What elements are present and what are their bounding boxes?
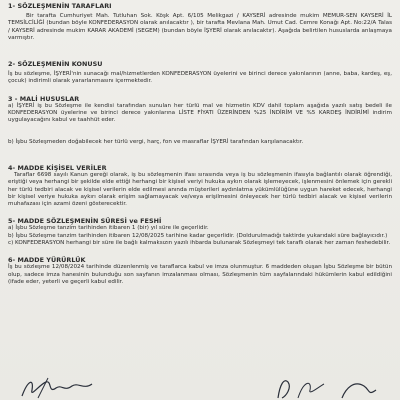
section-financial bbox=[8, 95, 392, 146]
section-paragraph: Bir tarafta Cumhuriyet Mah. Tutluhan Sok. Köşk Apt. 6/105 Melikgazi / KAYSERİ adresinde mukim MEMUR-SEN KAYSERİ İL TEMSİLCİLİĞİ (bundan böyle KONFEDERASYON olarak anılacaktır ), bir tarafta Mevlana Mah. Umut Cad. Cemre Konağı Apt. No:22/A Talas / KAYSERİ adresinde mukim KARAR AKADEMİ (SEGEM) (bundan böyle İŞYERİ olarak anılacaktır). Aşağıda belirtilen hususlarda anlaşmaya varmıştır. bbox=[8, 13, 392, 41]
section-term-termination bbox=[8, 217, 392, 247]
right-signature bbox=[272, 376, 382, 400]
section-effectiveness bbox=[8, 256, 392, 286]
section-heading: 1- SÖZLEŞMENİN TARAFLARI bbox=[8, 2, 112, 10]
signature-area bbox=[0, 378, 400, 400]
left-signature bbox=[18, 376, 98, 400]
section-paragraph: b) İşbu Sözleşme tanzim tarihinden itibaren 12/08/2025 tarihine kadar geçerlidir. (Doldurulmadığı taktirde yukarıdaki süre bağlayıcıdır.) bbox=[8, 232, 388, 239]
section-subject bbox=[8, 60, 392, 86]
section-paragraph: c) KONFEDERASYON herhangi bir süre ile bağlı kalmaksızın yazılı ihbarda bulunarak Sözleşmeyi tek taraflı olarak her zaman feshedebilir. bbox=[8, 240, 391, 247]
section-parties bbox=[8, 2, 392, 42]
section-paragraph: İş bu sözleşme, İŞYERİ'nin sunacağı mal/hizmetlerden KONFEDERASYON üyelerini ve birinci derece yakınlarının (anne, baba, kardeş, eş, çocuk) indirimli olarak yararlanmasını içermektedir. bbox=[8, 71, 392, 85]
section-heading: 6- MADDE YÜRÜRLÜK bbox=[8, 256, 86, 265]
section-paragraph: İş bu sözleşme 12/08/2024 tarihinde düzenlenmiş ve taraflarca kabul ve imza olunmuştur. 6 maddeden oluşan İşbu Sözleşme bir bütün olup, sadece imza hanesinin bulunduğu son sayfanın imzalanması olması, Sözleşmenin tüm sayfalarındaki hükümlerin kabul edildiğini (ifade eder, yeterli ve geçerli kabul edilir. bbox=[8, 264, 392, 285]
section-paragraph: a) İŞYERİ iş bu Sözleşme ile kendisi tarafından sunulan her türlü mal ve hizmetin KDV dahil toplam aşağıda yazılı satış bedeli ile KONFEDERASYON üyelerine ve birinci derece yakınlarına LİSTE FİYATI ÜZERİNDEN %25 İNDİRİM VE %5 KARDEŞ İNDİRİMİ indirim uygulayacağını kabul ve taahhüt eder. bbox=[8, 102, 392, 124]
section-paragraph: Taraflar 6698 sayılı Kanun gereği olarak, iş bu sözleşmenin ifası sırasında veya iş bu sözleşmenin ifasıyla bağlantılı olarak öğrendiği, eriştiği veya herhangi bir şekilde elde ettiği herhangi bir kişisel veriyi hukuka aykırı olarak işlemeyecek, işlenmesini önlemek için gerekli her türlü tedbiri alacak ve kişisel verilerin elde edilmesi anında müşterileri aydınlatma yükümlülüğüne uygun hareket edecek, herhangi bir kişisel veriye hukuka aykırı olarak erişim sağlamayacak ve/veya erişilmesini önleyecek her türlü tedbiri alacak ve kişisel verilerin muhafazası için azami özeni gösterecektir. bbox=[8, 171, 392, 208]
section-heading: 4- MADDE KİŞİSEL VERİLER bbox=[8, 163, 107, 172]
section-heading: 5- MADDE SÖZLEŞMENİN SÜRESİ ve FESHİ bbox=[8, 217, 162, 226]
section-personal-data bbox=[8, 164, 392, 208]
section-heading: 2- SÖZLEŞMENİN KONUSU bbox=[8, 60, 103, 69]
section-paragraph: a) İşbu Sözleşme tanzim tarihinden itibaren 1 (bir) yıl süre ile geçerlidir. bbox=[8, 225, 209, 232]
section-paragraph: b) İşbu Sözleşmeden doğabilecek her türlü vergi, harç, fon ve masraflar İŞYERİ tarafından karşılanacaktır. bbox=[8, 138, 304, 145]
section-heading: 3 - MALİ HUSUSLAR bbox=[8, 94, 80, 103]
